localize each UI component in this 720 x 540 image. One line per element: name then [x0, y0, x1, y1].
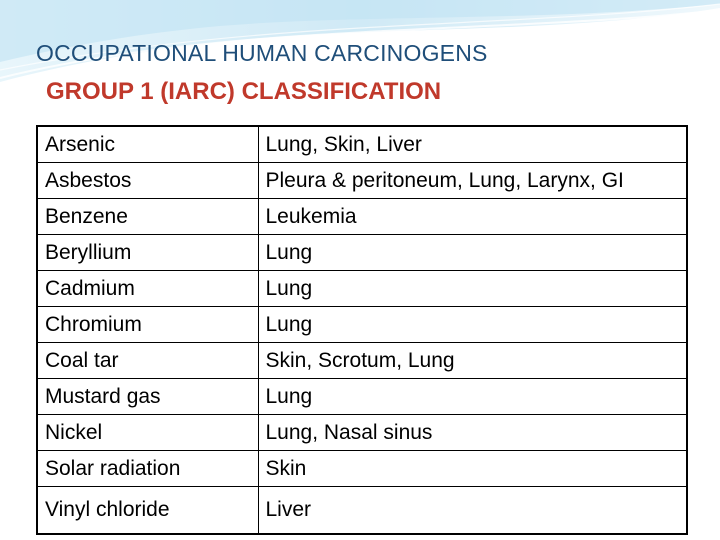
slide-title: OCCUPATIONAL HUMAN CARCINOGENS — [36, 40, 488, 66]
agent-cell: Asbestos — [37, 163, 258, 199]
agent-cell: Beryllium — [37, 235, 258, 271]
site-cell: Lung — [258, 307, 687, 343]
table-row — [37, 235, 687, 271]
table-row — [37, 343, 687, 379]
table-row — [37, 271, 687, 307]
site-cell: Pleura & peritoneum, Lung, Larynx, GI — [258, 163, 687, 199]
table-row — [37, 379, 687, 415]
table-row — [37, 487, 687, 535]
table-row — [37, 199, 687, 235]
site-cell: Leukemia — [258, 199, 687, 235]
site-cell: Liver — [258, 487, 687, 535]
agent-cell: Vinyl chloride — [37, 487, 258, 535]
agent-cell: Chromium — [37, 307, 258, 343]
site-cell: Lung — [258, 235, 687, 271]
site-cell: Lung, Nasal sinus — [258, 415, 687, 451]
site-cell: Skin, Scrotum, Lung — [258, 343, 687, 379]
table-row — [37, 307, 687, 343]
agent-cell: Cadmium — [37, 271, 258, 307]
agent-cell: Arsenic — [37, 126, 258, 163]
table-row — [37, 163, 687, 199]
agent-cell: Mustard gas — [37, 379, 258, 415]
table-row — [37, 415, 687, 451]
site-cell: Skin — [258, 451, 687, 487]
site-cell: Lung — [258, 379, 687, 415]
site-cell: Lung — [258, 271, 687, 307]
slide-subtitle: GROUP 1 (IARC) CLASSIFICATION — [46, 78, 442, 105]
agent-cell: Coal tar — [37, 343, 258, 379]
table-row — [37, 451, 687, 487]
site-cell: Lung, Skin, Liver — [258, 126, 687, 163]
agent-cell: Solar radiation — [37, 451, 258, 487]
carcinogen-table — [36, 125, 688, 535]
table-row — [37, 126, 687, 163]
agent-cell: Benzene — [37, 199, 258, 235]
agent-cell: Nickel — [37, 415, 258, 451]
